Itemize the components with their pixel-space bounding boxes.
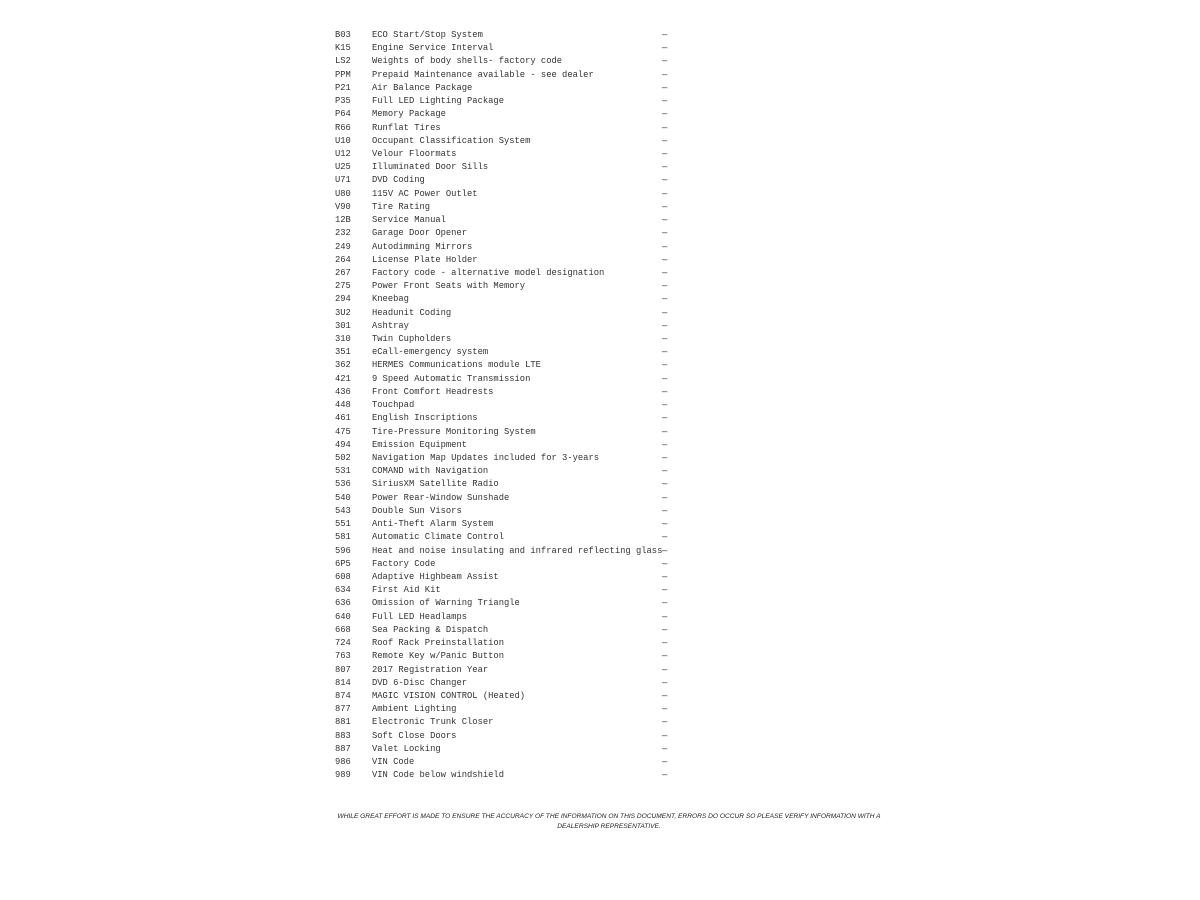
option-code: U25: [335, 162, 351, 173]
option-row: [335, 769, 675, 782]
option-code: 596: [335, 545, 351, 556]
option-code: 887: [335, 743, 351, 754]
option-description: 2017 Registration Year: [372, 664, 489, 675]
option-value: —: [662, 400, 668, 411]
option-row: [335, 584, 675, 597]
option-row: [335, 452, 675, 465]
option-description: Illuminated Door Sills: [372, 162, 489, 173]
option-code: 881: [335, 717, 351, 728]
option-code: U80: [335, 188, 351, 199]
option-row: [335, 624, 675, 637]
option-code: 448: [335, 400, 351, 411]
option-code: 874: [335, 690, 351, 701]
option-description: First Aid Kit: [372, 585, 441, 596]
option-description: Weights of body shells- factory code: [372, 56, 563, 67]
option-row: [335, 703, 675, 716]
option-value: —: [662, 241, 668, 252]
option-code: 608: [335, 571, 351, 582]
option-code: 267: [335, 267, 351, 278]
option-value: —: [662, 122, 668, 133]
option-row: [335, 135, 675, 148]
option-row: [335, 69, 675, 82]
option-row: [335, 161, 675, 174]
option-code: 551: [335, 519, 351, 530]
option-code: 668: [335, 624, 351, 635]
option-code: 877: [335, 704, 351, 715]
option-row: [335, 373, 675, 386]
option-description: Valet Locking: [372, 743, 441, 754]
option-code: 301: [335, 320, 351, 331]
option-description: DVD 6-Disc Changer: [372, 677, 468, 688]
option-description: Headunit Coding: [372, 307, 452, 318]
option-row: [335, 267, 675, 280]
option-row: [335, 82, 675, 95]
option-value: —: [662, 664, 668, 675]
option-value: —: [662, 479, 668, 490]
option-description: Emission Equipment: [372, 439, 468, 450]
option-value: —: [662, 426, 668, 437]
option-value: —: [662, 307, 668, 318]
option-description: COMAND with Navigation: [372, 466, 489, 477]
option-row: [335, 346, 675, 359]
option-code: 436: [335, 386, 351, 397]
option-value: —: [662, 532, 668, 543]
option-row: [335, 650, 675, 663]
option-value: —: [662, 228, 668, 239]
option-row: [335, 426, 675, 439]
option-description: Prepaid Maintenance available - see dealer: [372, 69, 594, 80]
option-row: [335, 55, 675, 68]
option-value: —: [662, 466, 668, 477]
option-code: P64: [335, 109, 351, 120]
option-code: 543: [335, 505, 351, 516]
option-row: [335, 716, 675, 729]
option-row: [335, 174, 675, 187]
option-row: [335, 505, 675, 518]
option-code: 249: [335, 241, 351, 252]
option-value: —: [662, 43, 668, 54]
disclaimer-line-2: DEALERSHIP REPRESENTATIVE.: [557, 823, 661, 830]
option-value: —: [662, 413, 668, 424]
option-code: 351: [335, 347, 351, 358]
option-description: Double Sun Visors: [372, 505, 462, 516]
option-row: [335, 148, 675, 161]
option-row: [335, 122, 675, 135]
option-value: —: [662, 492, 668, 503]
option-code: 540: [335, 492, 351, 503]
option-value: —: [662, 56, 668, 67]
option-value: —: [662, 704, 668, 715]
option-description: Occupant Classification System: [372, 135, 531, 146]
option-code: 421: [335, 373, 351, 384]
option-code-list: [335, 29, 675, 782]
option-value: —: [662, 96, 668, 107]
option-value: —: [662, 558, 668, 569]
option-value: —: [662, 82, 668, 93]
option-value: —: [662, 690, 668, 701]
option-code: 724: [335, 638, 351, 649]
option-row: [335, 108, 675, 121]
option-row: [335, 597, 675, 610]
option-code: 494: [335, 439, 351, 450]
option-description: Full LED Headlamps: [372, 611, 468, 622]
option-row: [335, 280, 675, 293]
option-description: Adaptive Highbeam Assist: [372, 571, 499, 582]
option-code: 275: [335, 281, 351, 292]
option-row: [335, 42, 675, 55]
option-description: SiriusXM Satellite Radio: [372, 479, 499, 490]
option-description: ECO Start/Stop System: [372, 30, 483, 40]
option-row: [335, 558, 675, 571]
option-code: R66: [335, 122, 351, 133]
option-code: 12B: [335, 215, 351, 226]
option-code: 531: [335, 466, 351, 477]
option-description: VIN Code below windshield: [372, 770, 504, 781]
option-value: —: [662, 267, 668, 278]
option-description: Roof Rack Preinstallation: [372, 638, 504, 649]
option-row: [335, 201, 675, 214]
option-description: VIN Code: [372, 757, 415, 768]
option-description: Ambient Lighting: [372, 704, 457, 715]
option-value: —: [662, 215, 668, 226]
option-code: LS2: [335, 56, 351, 67]
option-row: [335, 214, 675, 227]
option-value: —: [662, 254, 668, 265]
option-value: —: [662, 519, 668, 530]
option-value: —: [662, 109, 668, 120]
option-description: Factory Code: [372, 558, 436, 569]
option-code: U71: [335, 175, 351, 186]
option-description: Twin Cupholders: [372, 334, 452, 345]
option-row: [335, 359, 675, 372]
option-row: [335, 730, 675, 743]
option-description: Garage Door Opener: [372, 228, 468, 239]
option-code: 807: [335, 664, 351, 675]
option-code: 310: [335, 334, 351, 345]
option-value: —: [662, 135, 668, 146]
option-description: Velour Floormats: [372, 148, 457, 159]
option-description: Tire-Pressure Monitoring System: [372, 426, 536, 437]
option-description: Soft Close Doors: [372, 730, 457, 741]
option-value: —: [662, 30, 668, 40]
option-code: 232: [335, 228, 351, 239]
disclaimer-line-1: WHILE GREAT EFFORT IS MADE TO ENSURE THE ACCURACY OF THE INFORMATION ON THIS DOCUMENT, ERRORS DO OCCUR SO PLEASE VERIFY INFORMATION WITH A: [337, 813, 881, 820]
option-row: [335, 492, 675, 505]
option-description: License Plate Holder: [372, 254, 478, 265]
option-code: 475: [335, 426, 351, 437]
option-row: [335, 412, 675, 425]
option-description: Engine Service Interval: [372, 43, 494, 54]
option-description: HERMES Communications module LTE: [372, 360, 541, 371]
option-row: [335, 756, 675, 769]
option-description: Service Manual: [372, 215, 446, 226]
option-code: 3U2: [335, 307, 351, 318]
option-row: [335, 399, 675, 412]
option-code: 814: [335, 677, 351, 688]
option-value: —: [662, 505, 668, 516]
option-value: —: [662, 281, 668, 292]
option-description: Factory code - alternative model designation: [372, 267, 605, 278]
option-description: 9 Speed Automatic Transmission: [372, 373, 531, 384]
option-description: MAGIC VISION CONTROL (Heated): [372, 690, 526, 701]
option-row: [335, 637, 675, 650]
option-description: Power Rear-Window Sunshade: [372, 492, 510, 503]
option-description: Anti-Theft Alarm System: [372, 519, 494, 530]
option-value: —: [662, 638, 668, 649]
option-code: U10: [335, 135, 351, 146]
option-code: 362: [335, 360, 351, 371]
option-code: 581: [335, 532, 351, 543]
option-value: —: [662, 360, 668, 371]
option-code: 461: [335, 413, 351, 424]
option-value: —: [662, 347, 668, 358]
option-row: [335, 571, 675, 584]
option-code: 763: [335, 651, 351, 662]
option-code: 6P5: [335, 558, 351, 569]
option-row: [335, 95, 675, 108]
option-value: —: [662, 743, 668, 754]
option-code: B03: [335, 30, 351, 40]
option-row: [335, 241, 675, 254]
option-code: PPM: [335, 69, 351, 80]
option-value: —: [662, 677, 668, 688]
option-value: —: [662, 148, 668, 159]
option-row: [335, 465, 675, 478]
option-description: Autodimming Mirrors: [372, 241, 473, 252]
option-value: —: [662, 162, 668, 173]
option-row: [335, 333, 675, 346]
option-value: —: [662, 188, 668, 199]
option-description: English Inscriptions: [372, 413, 478, 424]
option-row: [335, 293, 675, 306]
option-row: [335, 227, 675, 240]
option-row: [335, 29, 675, 42]
option-row: [335, 664, 675, 677]
option-description: Air Balance Package: [372, 82, 473, 93]
option-value: —: [662, 373, 668, 384]
option-row: [335, 254, 675, 267]
option-value: —: [662, 611, 668, 622]
option-value: —: [662, 757, 668, 768]
option-code: 986: [335, 757, 351, 768]
option-row: [335, 611, 675, 624]
option-code: 502: [335, 453, 351, 463]
option-code: 634: [335, 585, 351, 596]
option-description: eCall-emergency system: [372, 347, 489, 358]
option-row: [335, 307, 675, 320]
option-description: Tire Rating: [372, 201, 431, 212]
option-value: —: [662, 320, 668, 331]
option-value: —: [662, 334, 668, 345]
option-row: [335, 518, 675, 531]
option-value: —: [662, 386, 668, 397]
option-value: —: [662, 69, 668, 80]
option-value: —: [662, 585, 668, 596]
option-code: 636: [335, 598, 351, 609]
option-row: [335, 743, 675, 756]
option-description: Heat and noise insulating and infrared reflecting glass: [372, 545, 663, 556]
option-row: [335, 188, 675, 201]
option-description: Power Front Seats with Memory: [372, 281, 526, 292]
option-row: [335, 320, 675, 333]
option-value: —: [662, 175, 668, 186]
option-value: —: [662, 453, 668, 463]
option-description: Touchpad: [372, 400, 415, 411]
option-value: —: [662, 717, 668, 728]
option-code: 883: [335, 730, 351, 741]
option-code: P35: [335, 96, 351, 107]
option-code: K15: [335, 43, 351, 54]
option-row: [335, 386, 675, 399]
option-value: —: [662, 598, 668, 609]
option-value: —: [662, 571, 668, 582]
option-row: [335, 677, 675, 690]
option-description: Ashtray: [372, 320, 409, 331]
option-description: DVD Coding: [372, 175, 425, 186]
option-description: Omission of Warning Triangle: [372, 598, 520, 609]
option-description: Runflat Tires: [372, 122, 441, 133]
option-value: —: [662, 624, 668, 635]
option-value: —: [662, 730, 668, 741]
option-description: Automatic Climate Control: [372, 532, 504, 543]
option-value: —: [662, 201, 668, 212]
option-code: 640: [335, 611, 351, 622]
option-code: 536: [335, 479, 351, 490]
option-row: [335, 478, 675, 491]
disclaimer: [330, 812, 888, 832]
option-description: Kneebag: [372, 294, 409, 305]
option-row: [335, 531, 675, 544]
option-description: 115V AC Power Outlet: [372, 188, 478, 199]
option-code: V90: [335, 201, 351, 212]
option-code: 989: [335, 770, 351, 781]
option-value: —: [662, 545, 668, 556]
option-code: P21: [335, 82, 351, 93]
option-code: 294: [335, 294, 351, 305]
option-description: Electronic Trunk Closer: [372, 717, 494, 728]
option-value: —: [662, 770, 668, 781]
option-value: —: [662, 439, 668, 450]
option-description: Remote Key w/Panic Button: [372, 651, 504, 662]
option-code: U12: [335, 148, 351, 159]
option-row: [335, 690, 675, 703]
option-description: Front Comfort Headrests: [372, 386, 494, 397]
option-description: Navigation Map Updates included for 3-years: [372, 453, 599, 463]
option-description: Memory Package: [372, 109, 446, 120]
option-description: Full LED Lighting Package: [372, 96, 504, 107]
option-value: —: [662, 651, 668, 662]
option-value: —: [662, 294, 668, 305]
option-row: [335, 439, 675, 452]
option-row: [335, 545, 675, 558]
option-code: 264: [335, 254, 351, 265]
option-description: Sea Packing & Dispatch: [372, 624, 489, 635]
